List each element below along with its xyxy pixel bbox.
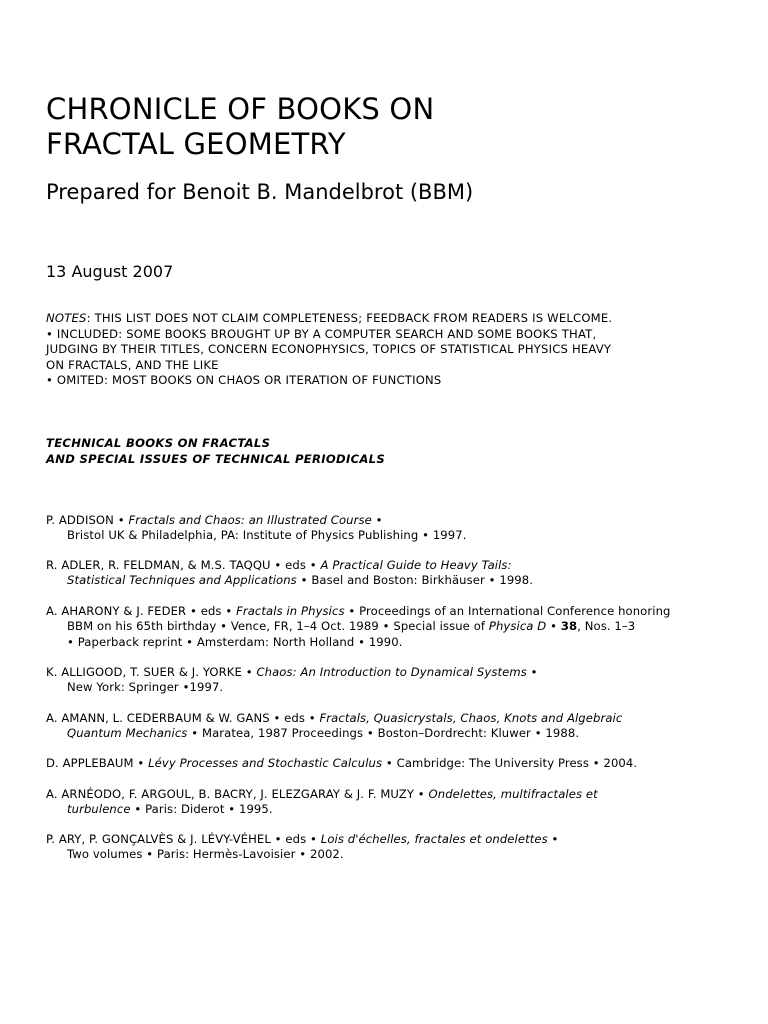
entry-line (46, 711, 622, 726)
entry-title: A Practical Guide to Heavy Tails: (320, 558, 512, 572)
entry-publisher: Two volumes • Paris: Hermès-Lavoisier • 2002. (67, 847, 344, 862)
entry-title: Fractals and Chaos: an Illustrated Course (128, 513, 372, 527)
entry-publisher: • Paperback reprint • Amsterdam: North Holland • 1990. (67, 634, 403, 649)
entry-line (46, 726, 622, 741)
entry-line (46, 787, 598, 802)
list-item (46, 832, 559, 863)
entry-line (46, 513, 467, 528)
entry-volume: 38 (560, 619, 578, 634)
entry-line (46, 832, 559, 847)
section-heading (46, 436, 385, 467)
entry-publisher: • Cambridge: The University Press • 2004. (382, 756, 638, 770)
entry-text: • (546, 619, 561, 634)
entry-journal: Physica D (488, 619, 547, 634)
entry-title: Fractals, Quasicrystals, Chaos, Knots and Algebraic (319, 711, 623, 725)
list-item (46, 711, 622, 742)
entry-line (46, 802, 598, 817)
entry-title: turbulence (67, 802, 131, 817)
entry-line (46, 619, 670, 634)
entry-author: K. ALLIGOOD, T. SUER & J. YORKE • (46, 665, 257, 679)
document-subtitle: Prepared for Benoit B. Mandelbrot (BBM) (46, 180, 474, 204)
entry-title: Statistical Techniques and Applications (67, 573, 297, 588)
entry-author: R. ADLER, R. FELDMAN, & M.S. TAQQU • eds • (46, 558, 321, 572)
entry-line (46, 573, 533, 588)
list-item (46, 787, 598, 818)
notes-line-1-text: : THIS LIST DOES NOT CLAIM COMPLETENESS; FEEDBACK FROM READERS IS WELCOME. (86, 311, 613, 325)
document-title (46, 92, 746, 162)
title-line-1: CHRONICLE OF BOOKS ON (46, 92, 435, 126)
section-heading-line-1: TECHNICAL BOOKS ON FRACTALS (46, 436, 271, 450)
entry-title: Quantum Mechanics (67, 726, 188, 741)
title-line-2: FRACTAL GEOMETRY (46, 127, 346, 161)
notes-line-5: • OMITED: MOST BOOKS ON CHAOS OR ITERATION OF FUNCTIONS (46, 373, 442, 388)
notes-line-2: • INCLUDED: SOME BOOKS BROUGHT UP BY A COMPUTER SEARCH AND SOME BOOKS THAT, (46, 326, 597, 341)
notes-line-1 (46, 311, 746, 327)
entry-author: D. APPLEBAUM • (46, 756, 149, 770)
entry-text: • (547, 832, 559, 846)
entry-title: Lévy Processes and Stochastic Calculus (148, 756, 383, 770)
entry-author: A. ARNÉODO, F. ARGOUL, B. BACRY, J. ELEZGARAY & J. F. MUZY • (46, 787, 429, 801)
entry-publisher: • Maratea, 1987 Proceedings • Boston–Dordrecht: Kluwer • 1988. (187, 726, 580, 741)
entry-line (46, 604, 670, 619)
entry-author: A. AHARONY & J. FEDER • eds • (46, 604, 237, 618)
list-item (46, 756, 637, 771)
list-item (46, 665, 538, 696)
notes-line-3: JUDGING BY THEIR TITLES, CONCERN ECONOPHYSICS, TOPICS OF STATISTICAL PHYSICS HEAVY (46, 342, 612, 357)
entry-text: , Nos. 1–3 (577, 619, 636, 634)
notes-block (46, 311, 746, 389)
notes-line-4: ON FRACTALS, AND THE LIKE (46, 357, 219, 372)
document-date: 13 August 2007 (46, 262, 174, 281)
entry-text: • (371, 513, 383, 527)
entry-title: Ondelettes, multifractales et (428, 787, 598, 801)
entry-line (46, 665, 538, 680)
list-item (46, 604, 670, 650)
entry-publisher: • Paris: Diderot • 1995. (130, 802, 273, 817)
entry-title: Lois d'échelles, fractales et ondelettes (320, 832, 548, 846)
list-item (46, 513, 467, 544)
entry-title: Chaos: An Introduction to Dynamical Systems (256, 665, 527, 679)
section-heading-line-2: AND SPECIAL ISSUES OF TECHNICAL PERIODICALS (46, 451, 385, 466)
entry-line (46, 558, 533, 573)
entry-publisher: • Basel and Boston: Birkhäuser • 1998. (296, 573, 534, 588)
entry-publisher: New York: Springer •1997. (67, 680, 224, 695)
entry-text: • Proceedings of an International Conference honoring (344, 604, 671, 618)
entry-author: P. ADDISON • (46, 513, 129, 527)
entry-title: Fractals in Physics (236, 604, 345, 618)
entry-author: P. ARY, P. GONÇALVÈS & J. LÉVY-VÉHEL • eds • (46, 832, 321, 846)
entry-text: • (526, 665, 538, 679)
list-item (46, 558, 533, 589)
entry-text: BBM on his 65th birthday • Vence, FR, 1–4 Oct. 1989 • Special issue of (67, 619, 489, 634)
entry-publisher: Bristol UK & Philadelphia, PA: Institute of Physics Publishing • 1997. (67, 528, 467, 543)
entry-line (46, 756, 637, 771)
entry-author: A. AMANN, L. CEDERBAUM & W. GANS • eds • (46, 711, 320, 725)
notes-label: NOTES (46, 311, 87, 325)
